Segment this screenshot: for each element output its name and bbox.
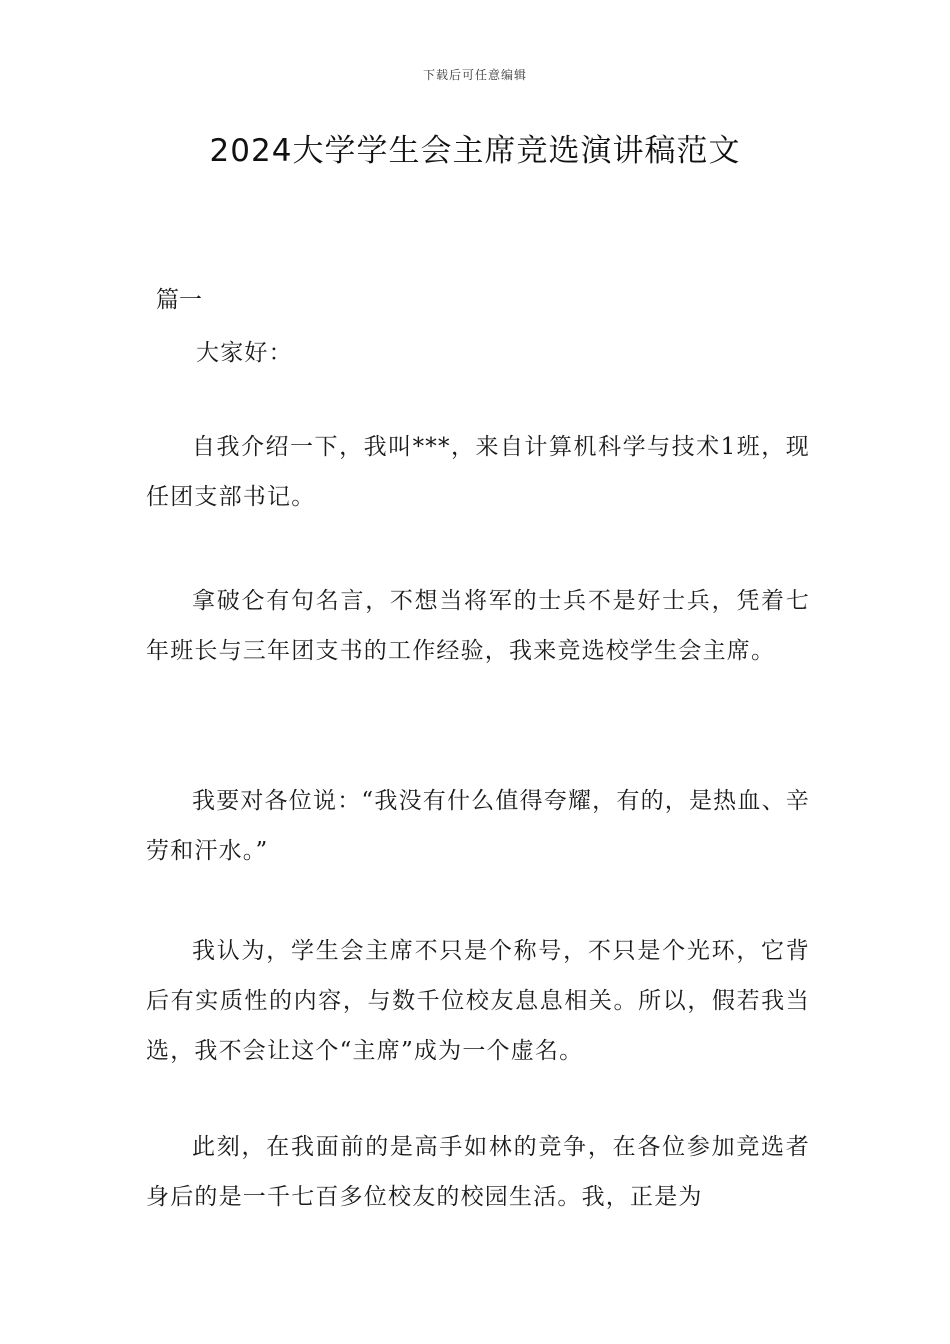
paragraph-2: 拿破仑有句名言，不想当将军的士兵不是好士兵，凭着七年班长与三年团支书的工作经验，我来竞选校学生会主席。 — [146, 588, 810, 664]
paragraph-5: 此刻，在我面前的是高手如林的竞争，在各位参加竞选者身后的是一千七百多位校友的校园生活。我，正是为 — [146, 1134, 810, 1210]
paragraph-3: 我要对各位说：“我没有什么值得夸耀，有的，是热血、辛劳和汗水。” — [146, 788, 810, 864]
section-heading: 篇一 — [156, 287, 202, 313]
page-header-note: 下载后可任意编辑 — [422, 68, 527, 82]
paragraph-4: 我认为，学生会主席不只是个称号，不只是个光环，它背后有实质性的内容，与数千位校友息息相关。所以，假若我当选，我不会让这个“主席”成为一个虚名。 — [146, 938, 810, 1064]
paragraph-1: 自我介绍一下，我叫***，来自计算机科学与技术1班，现任团支部书记。 — [146, 434, 810, 510]
document-title: 2024大学学生会主席竞选演讲稿范文 — [209, 133, 741, 169]
greeting-text: 大家好： — [196, 340, 293, 366]
